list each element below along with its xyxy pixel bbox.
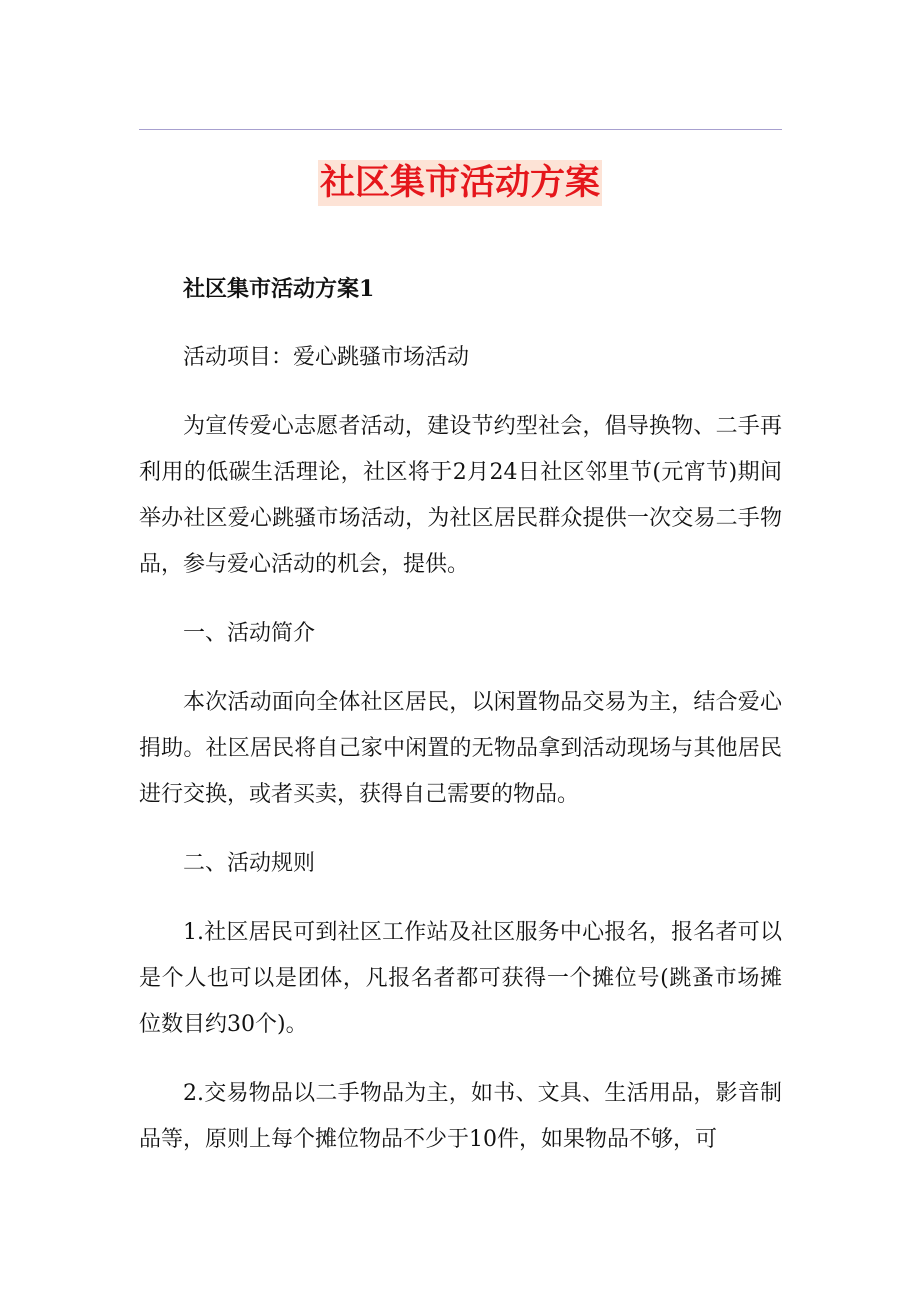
- title-container: [0, 160, 920, 206]
- document-body: [139, 266, 782, 1186]
- header-rule: [139, 129, 782, 130]
- rule-item-1: 1.社区居民可到社区工作站及社区服务中心报名，报名者可以是个人也可以是团体，凡报名者都可获得一个摊位号(跳蚤市场摊位数目约30个)。: [139, 920, 782, 1037]
- subheading-rules: 二、活动规则: [183, 851, 316, 876]
- rule-item-2: 2.交易物品以二手物品为主，如书、文具、生活用品，影音制品等，原则上每个摊位物品不少于10件，如果物品不够，可: [139, 1081, 782, 1152]
- document-title: 社区集市活动方案: [318, 160, 602, 206]
- overview-paragraph: 本次活动面向全体社区居民，以闲置物品交易为主，结合爱心捐助。社区居民将自己家中闲置的无物品拿到活动现场与其他居民进行交换，或者买卖，获得自己需要的物品。: [139, 690, 782, 807]
- subheading-overview: 一、活动简介: [183, 621, 316, 646]
- intro-paragraph: 为宣传爱心志愿者活动，建设节约型社会，倡导换物、二手再利用的低碳生活理论，社区将于2月24日社区邻里节(元宵节)期间举办社区爱心跳骚市场活动，为社区居民群众提供一次交易二手物品，参与爱心活动的机会，提供。: [139, 414, 782, 577]
- section-heading: 社区集市活动方案1: [183, 276, 375, 302]
- project-line: 活动项目：爱心跳骚市场活动: [183, 345, 470, 370]
